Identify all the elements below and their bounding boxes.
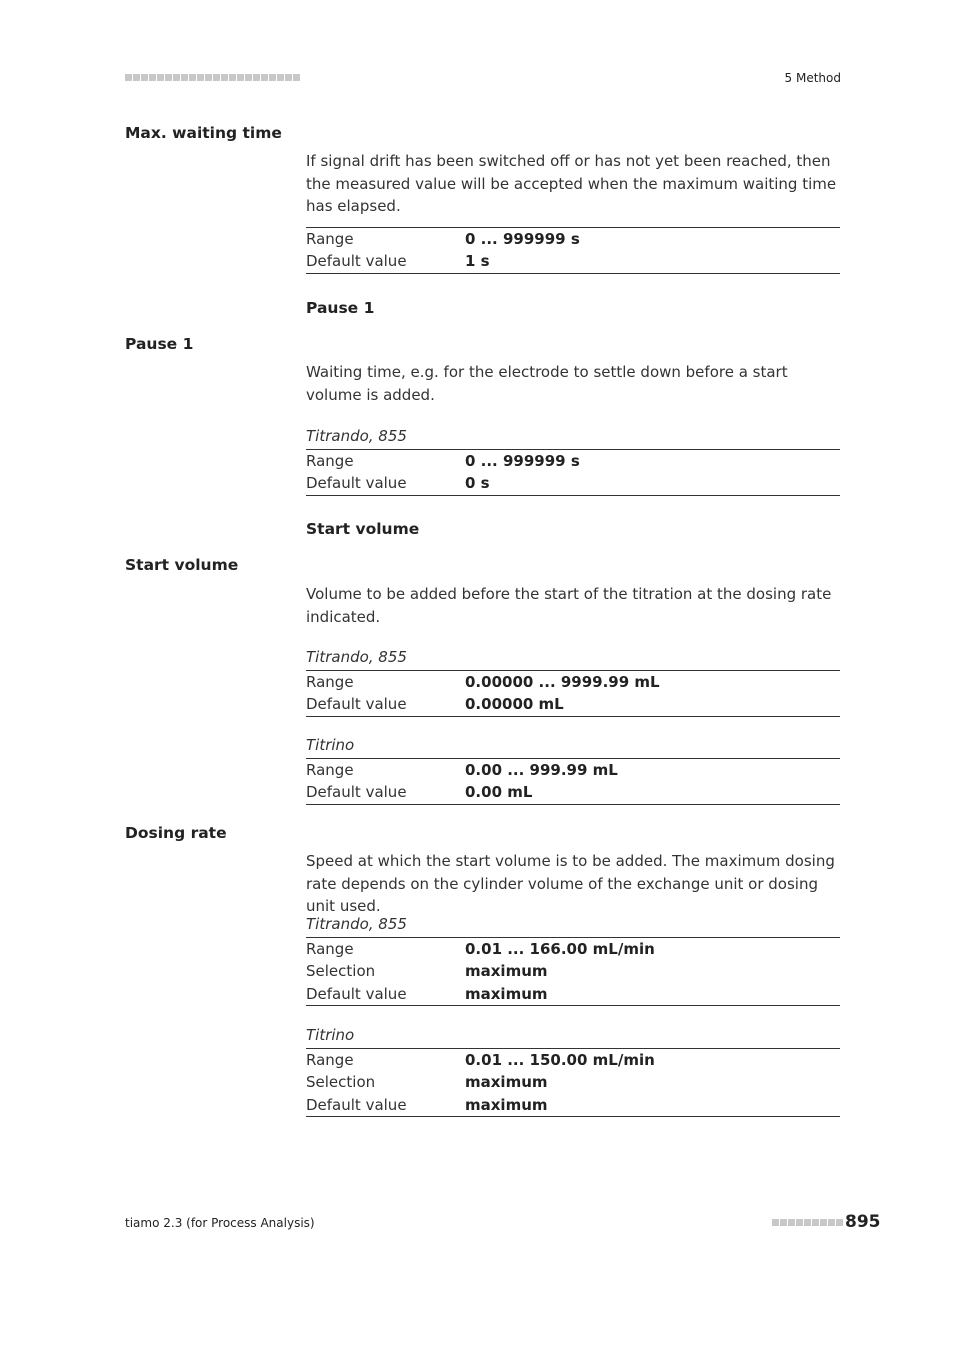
param-label: Range	[306, 673, 354, 691]
start-volume-description: Volume to be added before the start of the titration at the dosing rate indicated.	[306, 585, 832, 626]
param-value: 0 s	[465, 474, 490, 493]
param-label: Default value	[306, 695, 407, 714]
table-row	[306, 1071, 840, 1093]
max-waiting-time-table	[306, 227, 840, 274]
param-value: maximum	[465, 962, 548, 981]
table-row	[306, 693, 840, 716]
param-label: Default value	[306, 252, 407, 271]
dosing-rate-context-titrino: Titrino	[306, 1026, 355, 1044]
table-row	[306, 938, 840, 961]
param-value: 0.00000 mL	[465, 695, 564, 714]
param-label: Range	[306, 230, 354, 248]
param-label: Selection	[306, 962, 376, 981]
pause1-group-heading: Pause 1	[306, 299, 375, 317]
chapter-title: 5 Method	[784, 71, 841, 85]
param-value: 0.00000 ... 9999.99 mL	[465, 673, 660, 691]
param-label: Default value	[306, 984, 407, 1003]
table-row	[306, 472, 840, 495]
param-label: Range	[306, 452, 354, 470]
param-value: maximum	[465, 1073, 548, 1092]
param-value: 0.00 mL	[465, 783, 533, 802]
pause1-table	[306, 449, 840, 496]
param-label: Default value	[306, 1095, 407, 1114]
footer-product-name: tiamo 2.3 (for Process Analysis)	[125, 1216, 315, 1230]
table-row	[306, 960, 840, 982]
param-label: Range	[306, 1051, 354, 1069]
param-value: 0.00 ... 999.99 mL	[465, 761, 618, 779]
table-row	[306, 781, 840, 804]
param-value: 1 s	[465, 252, 490, 271]
table-row	[306, 250, 840, 273]
param-value: maximum	[465, 984, 548, 1003]
max-waiting-time-heading: Max. waiting time	[125, 124, 282, 142]
start-volume-table-titrino	[306, 758, 840, 805]
pause1-heading: Pause 1	[125, 335, 194, 353]
param-value: 0 ... 999999 s	[465, 230, 580, 248]
param-value: 0 ... 999999 s	[465, 452, 580, 470]
param-label: Default value	[306, 783, 407, 802]
table-row	[306, 1094, 840, 1117]
table-row	[306, 228, 840, 251]
param-value: 0.01 ... 166.00 mL/min	[465, 940, 655, 958]
start-volume-context-titrino: Titrino	[306, 736, 355, 754]
table-row	[306, 983, 840, 1006]
footer-decoration	[772, 1219, 843, 1226]
start-volume-group-heading: Start volume	[306, 520, 420, 538]
param-label: Selection	[306, 1073, 376, 1092]
pause1-description: Waiting time, e.g. for the electrode to settle down before a start volume is added.	[306, 363, 788, 404]
start-volume-context-titrando: Titrando, 855	[306, 648, 407, 666]
table-row	[306, 1049, 840, 1072]
dosing-rate-description: Speed at which the start volume is to be added. The maximum dosing rate depends on the cylinder volume of the exchange unit or dosing unit used.	[306, 852, 835, 915]
param-label: Range	[306, 761, 354, 779]
dosing-rate-table-titrando	[306, 937, 840, 1006]
param-label: Range	[306, 940, 354, 958]
dosing-rate-heading: Dosing rate	[125, 824, 227, 842]
pause1-context: Titrando, 855	[306, 427, 407, 445]
start-volume-table-titrando	[306, 670, 840, 717]
table-row	[306, 671, 840, 694]
dosing-rate-table-titrino	[306, 1048, 840, 1117]
param-label: Default value	[306, 474, 407, 493]
header-decoration	[125, 74, 300, 81]
max-waiting-time-description: If signal drift has been switched off or has not yet been reached, then the measured value will be accepted when the maximum waiting time has elapsed.	[306, 152, 837, 215]
param-value: 0.01 ... 150.00 mL/min	[465, 1051, 655, 1069]
table-row	[306, 450, 840, 473]
page-number: 895	[845, 1212, 881, 1232]
table-row	[306, 759, 840, 782]
dosing-rate-context-titrando: Titrando, 855	[306, 915, 407, 933]
param-value: maximum	[465, 1095, 548, 1114]
start-volume-heading: Start volume	[125, 556, 239, 574]
